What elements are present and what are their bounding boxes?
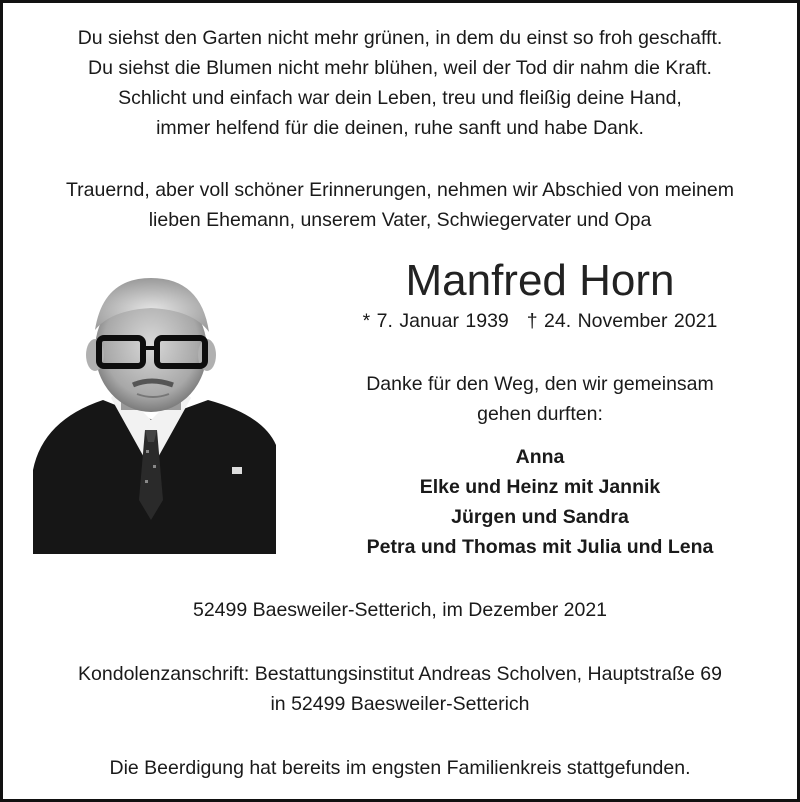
poem-line: Schlicht und einfach war dein Leben, treu und fleißig deine Hand,: [118, 87, 682, 109]
family-member: Jürgen und Sandra: [451, 506, 629, 528]
condolence-address: Kondolenzanschrift: Bestattungsinstitut Andreas Scholven, Hauptstraße 69: [78, 663, 722, 685]
intro-line: lieben Ehemann, unserem Vater, Schwiegervater und Opa: [148, 209, 652, 231]
poem-line: Du siehst den Garten nicht mehr grünen, in dem du einst so froh geschafft.: [77, 27, 723, 49]
family-member: Petra und Thomas mit Julia und Lena: [366, 536, 714, 558]
life-dates: [330, 308, 750, 334]
funeral-note: Die Beerdigung hat bereits im engsten Familienkreis stattgefunden.: [109, 757, 691, 779]
intro-line: Trauernd, aber voll schöner Erinnerungen, nehmen wir Abschied von meinem: [65, 179, 735, 201]
condolence-address: in 52499 Baesweiler-Setterich: [270, 693, 530, 715]
portrait-photo: [33, 270, 276, 554]
death-date: † 24. November 2021: [526, 310, 718, 332]
thanks-line: Danke für den Weg, den wir gemeinsam: [366, 373, 714, 395]
poem-line: immer helfend für die deinen, ruhe sanft und habe Dank.: [156, 117, 644, 139]
birth-date: * 7. Januar 1939: [362, 310, 509, 332]
place-date: 52499 Baesweiler-Setterich, im Dezember 2021: [192, 599, 608, 621]
family-member: Anna: [515, 446, 565, 468]
poem-line: Du siehst die Blumen nicht mehr blühen, weil der Tod dir nahm die Kraft.: [88, 57, 712, 79]
deceased-name: Manfred Horn: [405, 256, 675, 305]
family-member: Elke und Heinz mit Jannik: [419, 476, 661, 498]
thanks-line: gehen durften:: [477, 403, 603, 425]
